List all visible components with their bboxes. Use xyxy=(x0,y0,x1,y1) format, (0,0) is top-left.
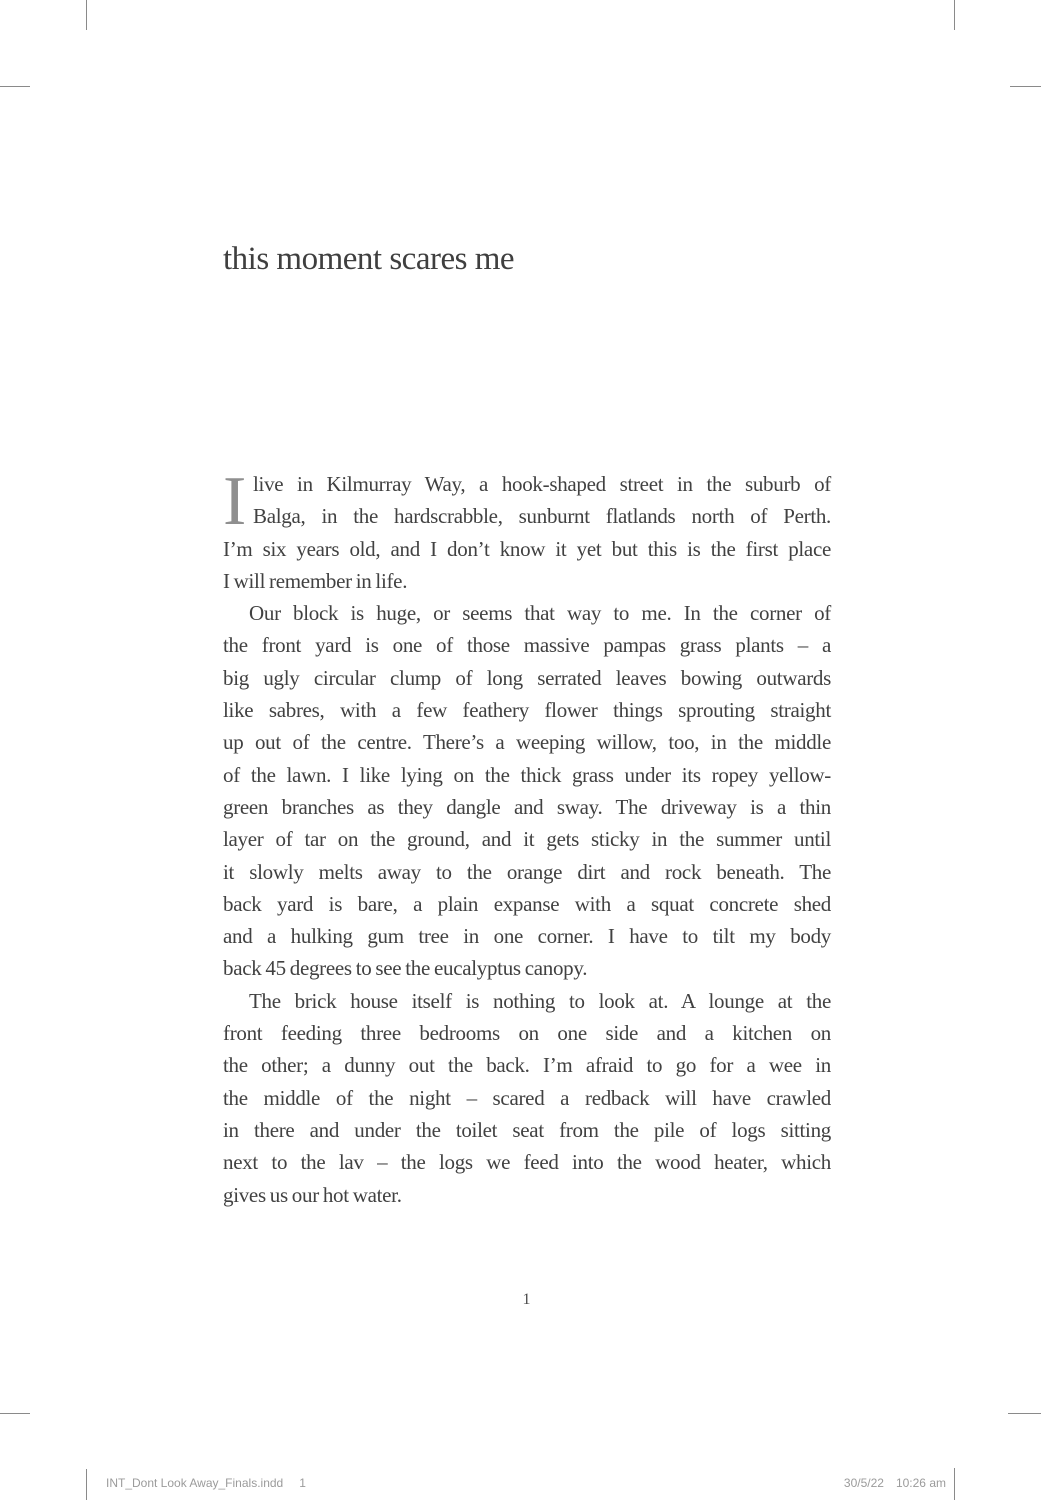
crop-mark-top-left-horizontal xyxy=(0,86,30,87)
body-paragraph xyxy=(223,463,831,597)
crop-mark-bottom-right-horizontal xyxy=(1008,1413,1041,1414)
text-line: and a hulking gum tree in one corner. I have to tilt my body xyxy=(223,924,831,949)
crop-mark-bottom-left-vertical xyxy=(86,1469,87,1500)
text-line: big ugly circular clump of long serrated leaves bowing outwards xyxy=(223,665,831,690)
text-line: the front yard is one of those massive pampas grass plants – a xyxy=(223,633,831,658)
text-line: it slowly melts away to the orange dirt and rock beneath. The xyxy=(223,859,831,884)
text-line: like sabres, with a few feathery flower things sprouting straight xyxy=(223,698,831,723)
slug-right xyxy=(844,1476,946,1490)
text-line: live in Kilmurray Way, a hook-shaped street in the suburb of xyxy=(253,472,831,496)
chapter-title: this moment scares me xyxy=(223,241,515,277)
body-paragraph xyxy=(223,597,831,985)
body-text-block xyxy=(223,463,831,1211)
text-line: the middle of the night – scared a redback will have crawled xyxy=(223,1085,831,1110)
text-line: front feeding three bedrooms on one side and a kitchen on xyxy=(223,1021,831,1046)
crop-mark-top-left-vertical xyxy=(86,0,87,30)
text-line: the other; a dunny out the back. I’m afraid to go for a wee in xyxy=(223,1053,831,1078)
crop-mark-bottom-left-horizontal xyxy=(0,1413,30,1414)
text-line: up out of the centre. There’s a weeping willow, too, in the middle xyxy=(223,730,831,755)
text-line: The brick house itself is nothing to look at. A lounge at the xyxy=(249,988,831,1013)
crop-mark-top-right-horizontal xyxy=(1010,86,1041,87)
text-line: back 45 degrees to see the eucalyptus canopy. xyxy=(223,956,588,981)
text-line: I’m six years old, and I don’t know it yet but this is the first place xyxy=(223,536,831,561)
slug-left xyxy=(106,1476,306,1490)
text-line: green branches as they dangle and sway. The driveway is a thin xyxy=(223,794,831,819)
slug-date: 30/5/22 xyxy=(843,1476,884,1490)
page-number: 1 xyxy=(522,1291,532,1308)
crop-mark-bottom-right-vertical xyxy=(954,1468,955,1500)
text-line: in there and under the toilet seat from the pile of logs sitting xyxy=(223,1117,831,1142)
text-line: back yard is bare, a plain expanse with a squat concrete shed xyxy=(223,891,831,916)
drop-cap: I xyxy=(223,463,247,540)
text-line: Our block is huge, or seems that way to me. In the corner of xyxy=(249,601,831,626)
text-line: gives us our hot water. xyxy=(223,1182,402,1207)
text-line: next to the lav – the logs we feed into the wood heater, which xyxy=(223,1150,831,1175)
slug-page-number: 1 xyxy=(299,1476,306,1490)
crop-mark-top-right-vertical xyxy=(954,0,955,30)
slug-filename: INT_Dont Look Away_Finals.indd xyxy=(106,1476,284,1490)
text-line: Balga, in the hardscrabble, sunburnt flatlands north of Perth. xyxy=(253,504,831,529)
body-paragraph xyxy=(223,985,831,1211)
text-line: layer of tar on the ground, and it gets sticky in the summer until xyxy=(223,827,831,852)
text-line: I will remember in life. xyxy=(223,568,408,593)
slug-time: 10:26 am xyxy=(895,1476,946,1490)
text-line: of the lawn. I like lying on the thick grass under its ropey yellow- xyxy=(223,762,831,787)
